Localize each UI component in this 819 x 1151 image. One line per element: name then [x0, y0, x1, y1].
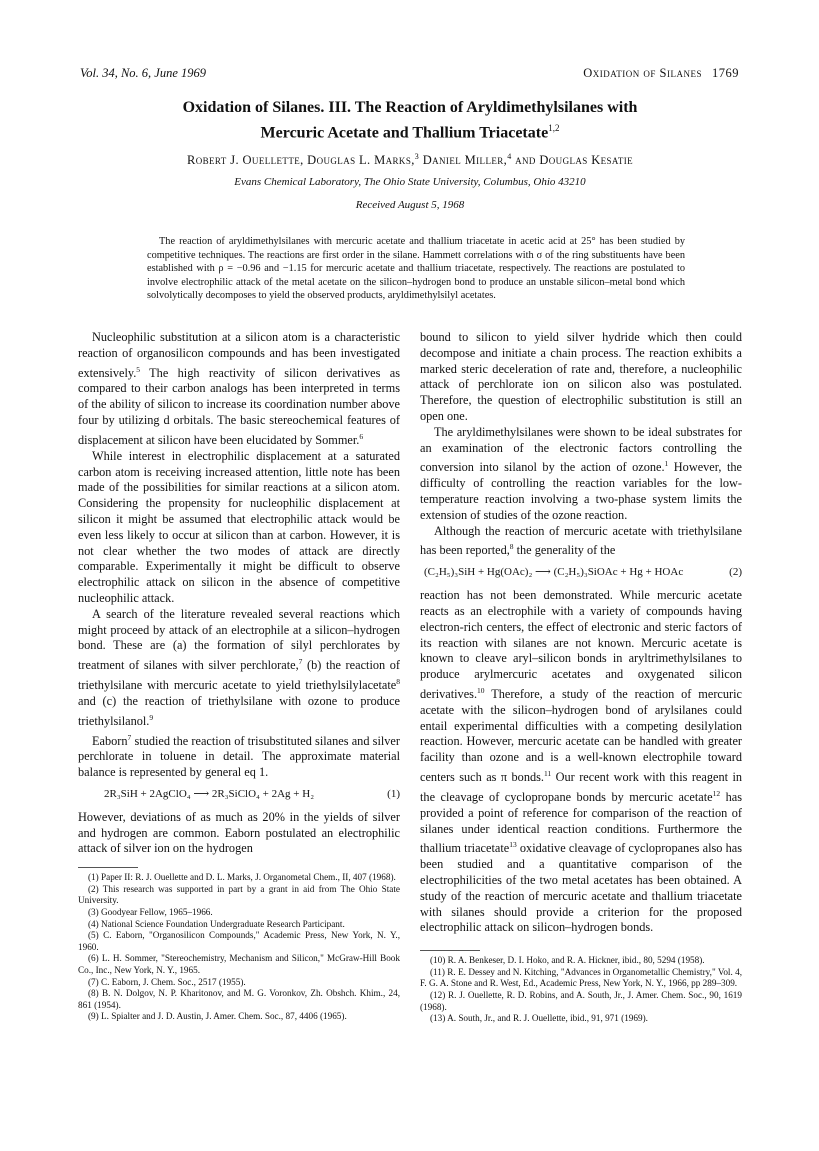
right-column — [420, 330, 742, 1025]
text: Nucleophilic substitution at a silicon atom is a characteristic reaction of organosilicon compounds and has been investigated extensively. — [78, 330, 400, 380]
text: the generality of the — [513, 543, 616, 558]
running-title — [583, 66, 739, 81]
text: The high reactivity of silicon derivatives as compared to their carbon analogs has been interpreted in terms of the ability of silicon to increase its coordination number above four by utilizing d orbitals. The basic stereochemical features of displacement at silicon have been elucidated by Sommer. — [78, 365, 400, 447]
author-4: and Douglas Kesatie — [515, 153, 634, 168]
paragraph: However, deviations of as much as 20% in the yields of silver and hydrogen are common. Eaborn postulated an electrophilic attack of silver ion on the hydrogen — [78, 809, 400, 856]
footnote: (6) L. H. Sommer, "Stereochemistry, Mechanism and Silicon," McGraw-Hill Book Co., Inc., New York, N. Y., 1965. — [78, 953, 400, 976]
footnote-divider — [420, 950, 480, 951]
ref: 12 — [712, 788, 721, 798]
author-2-ref: 3 — [414, 152, 420, 161]
footnote-divider — [78, 867, 138, 868]
footnote: (7) C. Eaborn, J. Chem. Soc., 2517 (1955). — [88, 976, 246, 987]
article-title — [100, 97, 720, 143]
text: and (c) the reaction of triethylsilane with ozone to produce triethylsilanol. — [78, 693, 400, 728]
author-2: Douglas L. Marks, — [307, 153, 415, 168]
footnotes-left — [78, 872, 400, 1023]
text: reaction has not been demonstrated. While mercuric acetate reacts as an electrophile with a variety of compounds having electron-rich centers, the effect of electronic and steric factors of its reaction with silanes are not known. Mercuric acetate is known to cleave aryl–silicon bonds in aryltrimethylsilanes to produce arylmercuric acetates and oxygenated silicon derivatives. — [420, 588, 742, 702]
footnote: (9) L. Spialter and J. D. Austin, J. Amer. Chem. Soc., 87, 4406 (1965). — [88, 1011, 347, 1022]
abstract: The reaction of aryldimethylsilanes with mercuric acetate and thallium triacetate in acetic acid at 25° has been studied by competitive techniques. The reactions are first order in the silane. Hammett correlations with σ of the ring substituents have been established with ρ = −0.96 and −1.15 for mercuric acetate and thallium triacetate, respectively. The reactions are postulated to involve electrophilic attack of the metal acetate on the silicon–hydrogen bond to produce an unstable silicon–metal bond which solvolytically decomposes to yield the observed products, aryldimethylsilyl acetates. — [147, 236, 685, 301]
footnote: (2) This research was supported in part by a grant in aid from The Ohio State University. — [78, 883, 400, 906]
ref: 8 — [396, 677, 400, 687]
text: However, the difficulty of controlling the reaction variables for the low-temperature reaction involving a two-phase system limits the extension of studies of the ozone reaction. — [420, 460, 742, 522]
author-1: Robert J. Ouellette, — [186, 153, 304, 168]
running-title-text: Oxidation of Silanes — [583, 66, 702, 80]
text: (b) the reaction of triethylsilane with mercuric acetate to yield triethylsilylacetate — [78, 658, 400, 693]
author-3: Daniel Miller, — [422, 153, 508, 168]
footnote: (5) C. Eaborn, "Organosilicon Compounds," Academic Press, New York, N. Y., 1960. — [78, 930, 400, 952]
paragraph — [420, 588, 742, 936]
equation-1 — [78, 787, 400, 803]
text: Therefore, a study of the reaction of mercuric acetate with the silicon–hydrogen bond of arylsilanes could entail experimental difficulties with a competing desilylation reaction. However, mercuric acetate can be handled with greater facility than ozone and is a well-known electrophile toward centers such as π bonds. — [420, 687, 742, 785]
title-footnote-ref: 1,2 — [548, 123, 560, 133]
author-list — [80, 152, 740, 168]
footnote: (12) R. J. Ouellette, R. D. Robins, and A. South, Jr., J. Amer. Chem. Soc., 90, 1619 (1968). — [420, 990, 742, 1012]
paragraph — [78, 607, 400, 730]
footnotes-right — [420, 955, 742, 1025]
footnote: (13) A. South, Jr., and R. J. Ouellette, ibid., 91, 971 (1969). — [430, 1013, 648, 1024]
ref: 13 — [509, 840, 517, 850]
equation-2 — [420, 565, 742, 581]
footnote: (4) National Science Foundation Undergraduate Research Participant. — [88, 918, 345, 929]
running-head — [80, 66, 739, 84]
footnote: (1) Paper II: R. J. Ouellette and D. L. Marks, J. Organometal Chem., II, 407 (1968). — [88, 872, 396, 883]
text: Eaborn — [92, 733, 128, 748]
title-line-1: Oxidation of Silanes. III. The Reaction of Aryldimethylsilanes with — [182, 99, 638, 116]
text: A search of the literature revealed several reactions which might proceed by attack of an electrophile at a silicon–hydrogen bond. These are (a) the formation of silyl perchlorates by treatment of silanes with silver perchlorate, — [78, 606, 400, 673]
equation-2-number: (2) — [729, 566, 742, 579]
title-line-2 — [100, 118, 720, 143]
ref: 10 — [477, 685, 485, 695]
text: has provided a point of reference for comparison of the reaction of silanes under identical reaction conditions. Furthermore the thallium triacetate — [420, 789, 742, 856]
page-number: 1769 — [712, 66, 739, 80]
equation-2-body: (C₂H₅)₃SiH + Hg(OAc)₂ ⟶ (C₂H₅)₃SiOAc + Hg + HOAc — [424, 566, 684, 579]
equation-1-body: 2R₃SiH + 2AgClO₄ ⟶ 2R₃SiClO₄ + 2Ag + H₂ — [104, 788, 315, 801]
paragraph — [420, 425, 742, 524]
paragraph — [420, 524, 742, 560]
left-column — [78, 330, 400, 1023]
footnote: (11) R. E. Dessey and N. Kitching, "Advances in Organometallic Chemistry," Vol. 4, F. G. A. Stone and R. West, Ed., Academic Press, New York, N. Y., 1966, pp 289–309. — [420, 966, 742, 989]
footnote: (8) B. N. Dolgov, N. P. Kharitonov, and M. G. Voronkov, Zh. Obshch. Khim., 24, 861 (1954). — [78, 988, 400, 1010]
ref: 1 — [664, 459, 669, 469]
author-3-ref: 4 — [507, 152, 512, 161]
paragraph: bound to silicon to yield silver hydride which then could decompose and initiate a chain process. The reaction exhibits a marked steric deceleration of rate and, therefore, a nucleophilic attack of perchlorate ion on silicon also was postulated. Therefore, the question of electrophilic substitution is still an open one. — [420, 330, 742, 423]
paragraph — [78, 330, 400, 449]
ref: 7 — [298, 657, 303, 667]
ref: 5 — [136, 364, 141, 374]
footnote: (3) Goodyear Fellow, 1965–1966. — [88, 907, 213, 918]
ref: 6 — [359, 431, 364, 441]
text: Although the reaction of mercuric acetate with triethylsilane has been reported, — [420, 523, 742, 558]
ref: 8 — [509, 542, 514, 552]
paragraph — [78, 730, 400, 781]
ref: 11 — [543, 769, 552, 778]
journal-volume-info: Vol. 34, No. 6, June 1969 — [80, 66, 207, 80]
title-line-2-text: Mercuric Acetate and Thallium Triacetate — [260, 124, 549, 142]
received-date: Received August 5, 1968 — [355, 199, 465, 211]
ref: 9 — [149, 712, 154, 722]
text: studied the reaction of trisubstituted silanes and silver perchlorate in toluene in detail. The approximate material balance is represented by general eq 1. — [78, 733, 400, 780]
footnote: (10) R. A. Benkeser, D. I. Hoko, and R. A. Hickner, ibid., 80, 5294 (1958). — [430, 955, 705, 966]
text: Our recent work with this reagent in the cleavage of cyclopropane bonds by mercuric acetate — [420, 770, 743, 804]
text: oxidative cleavage of cyclopropanes also has been studied and a quantitative comparison of the electrophilicities of the two metal acetates has been obtained. A study of the reaction of mercuric acetate and thallium triacetate with silanes should provide a criterion for the proposed electrophilic attack on silicon–hydrogen bonds. — [420, 841, 742, 935]
ref: 7 — [127, 732, 132, 742]
affiliation: Evans Chemical Laboratory, The Ohio State University, Columbus, Ohio 43210 — [234, 176, 586, 188]
equation-1-number: (1) — [387, 788, 400, 801]
paragraph: While interest in electrophilic displacement at a saturated carbon atom is receiving increased attention, little note has been made of the possibilities for similar reactions at a silicon atom. Considering the propensity for nucleophilic displacement at silicon it might be assumed that electrophilic attack would be even less likely to occur at silicon than at carbon. However, it is not clear whether the two modes of attack are directly comparable. Experimentally it might be difficult to observe electrophilic attack on silicon in the absence of competitive nucleophilic attack. — [78, 448, 400, 605]
text: The aryldimethylsilanes were shown to be ideal substrates for an examination of the electronic factors controlling the conversion into silanol by the action of ozone. — [420, 424, 742, 475]
